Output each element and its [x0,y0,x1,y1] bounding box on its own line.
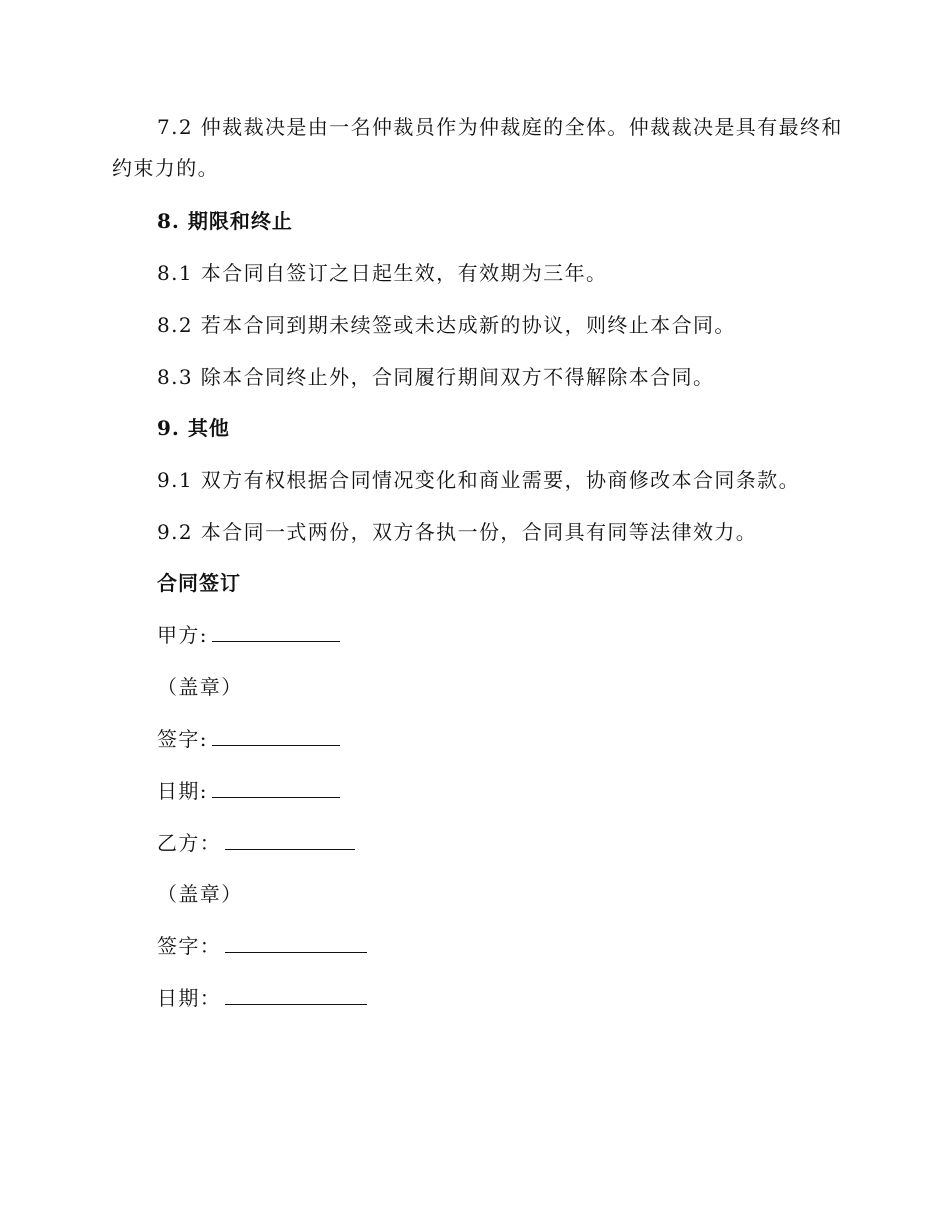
party-a-signature-label: 签字: [157,727,208,751]
party-a-date-label: 日期: [157,779,208,803]
party-b-label: 乙方： [157,831,222,855]
clause-7-2-line-1: 7.2 仲裁裁决是由一名仲裁员作为仲裁庭的全体。仲裁裁决是具有最终和 [157,115,843,139]
party-a-label: 甲方: [157,623,208,647]
section-8-title: 8. 期限和终止 [157,209,293,233]
party-b-date-label: 日期： [157,986,222,1010]
clause-9-1: 9.1 双方有权根据合同情况变化和商业需要，协商修改本合同条款。 [157,468,800,492]
party-a-date-blank[interactable] [212,779,340,798]
party-b-line [157,831,355,855]
party-b-date-line [157,986,367,1010]
party-a-line [157,623,340,647]
clause-8-1: 8.1 本合同自签订之日起生效，有效期为三年。 [157,261,608,285]
party-a-signature-line [157,727,340,751]
party-b-seal: （盖章） [157,882,243,906]
party-b-signature-label: 签字： [157,934,222,958]
party-b-signature-blank[interactable] [225,934,367,953]
clause-9-2: 9.2 本合同一式两份，双方各执一份，合同具有同等法律效力。 [157,520,758,544]
party-a-signature-blank[interactable] [212,727,340,746]
party-b-date-blank[interactable] [225,986,367,1005]
clause-7-2-line-2: 约束力的。 [112,156,219,180]
party-a-seal: （盖章） [157,675,243,699]
party-b-signature-line [157,934,367,958]
party-b-blank[interactable] [225,831,355,850]
party-a-blank[interactable] [212,623,340,642]
clause-8-3: 8.3 除本合同终止外，合同履行期间双方不得解除本合同。 [157,365,715,389]
section-9-title: 9. 其他 [157,416,230,440]
party-a-date-line [157,779,340,803]
signing-section-title: 合同签订 [157,571,241,595]
clause-8-2: 8.2 若本合同到期未续签或未达成新的协议，则终止本合同。 [157,313,736,337]
